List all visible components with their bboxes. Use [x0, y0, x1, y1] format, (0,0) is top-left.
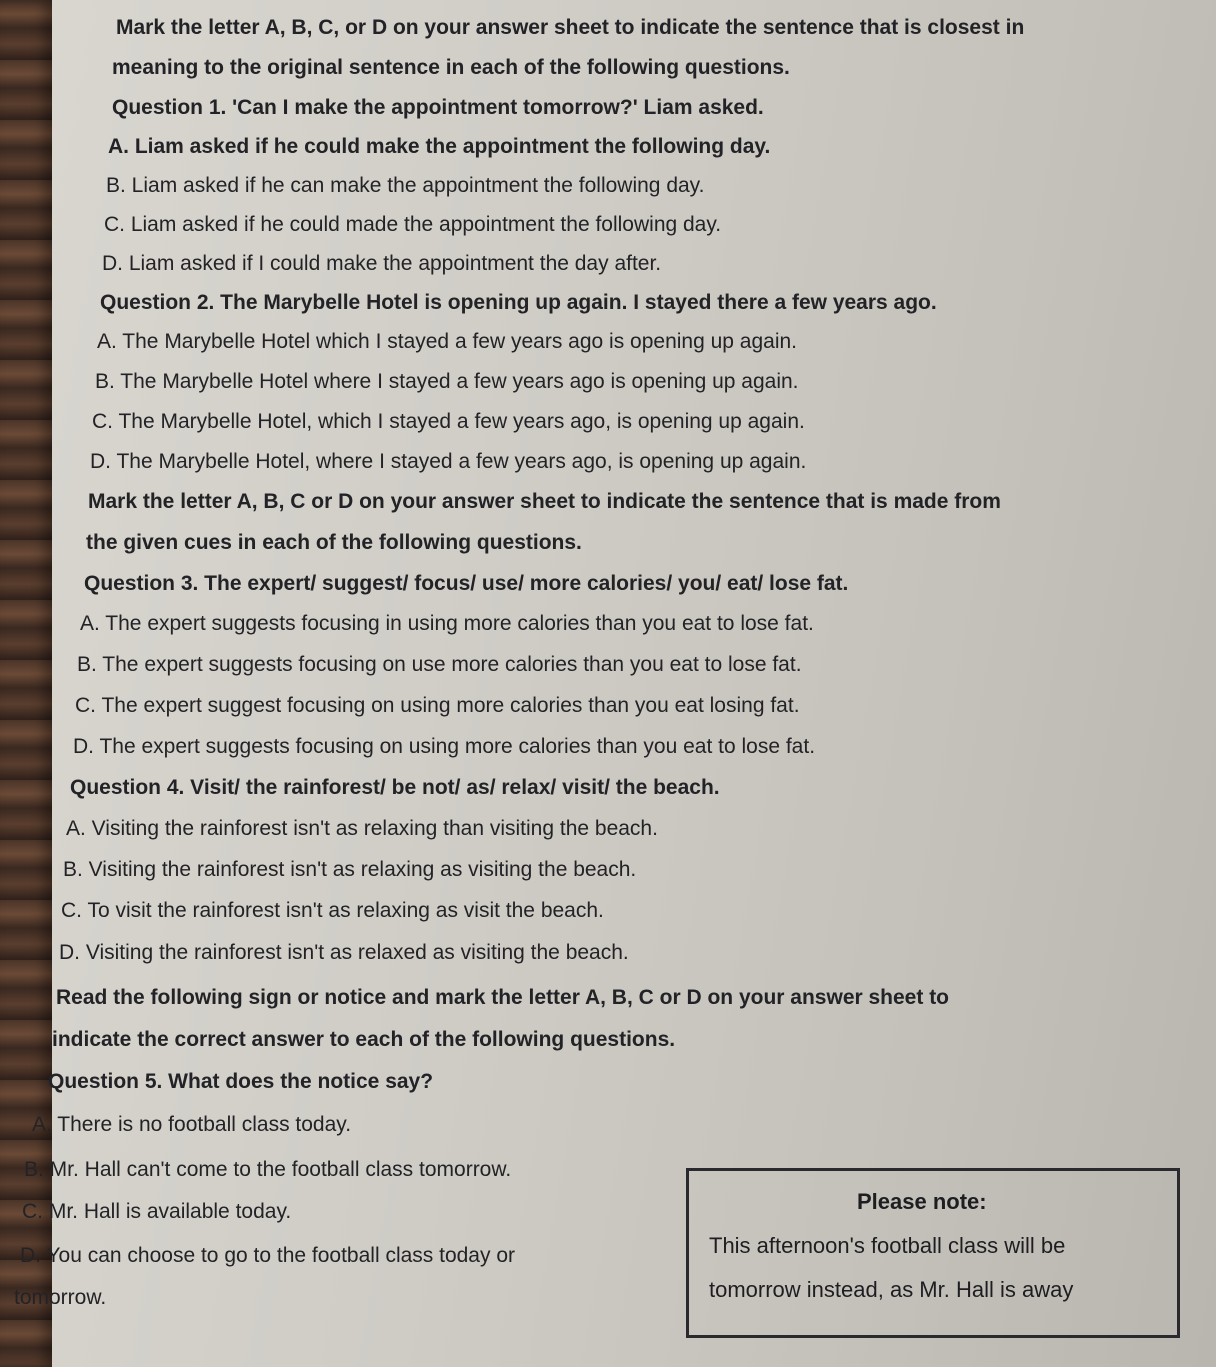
instruction-part1-line2: meaning to the original sentence in each of the following questions. [112, 56, 790, 79]
question-3-prompt: Question 3. The expert/ suggest/ focus/ use/ more calories/ you/ eat/ lose fat. [84, 572, 849, 595]
instruction-part2-line1: Mark the letter A, B, C or D on your answer sheet to indicate the sentence that is made from [88, 490, 1001, 513]
question-2-option-c: C. The Marybelle Hotel, which I stayed a few years ago, is opening up again. [92, 410, 805, 433]
instruction-part2-line2: the given cues in each of the following questions. [86, 531, 582, 554]
question-5-option-d-continued: tomorrow. [14, 1286, 107, 1309]
question-5-option-a: A. There is no football class today. [32, 1113, 352, 1136]
question-4-option-a: A. Visiting the rainforest isn't as relaxing than visiting the beach. [66, 817, 658, 840]
question-3-option-b: B. The expert suggests focusing on use more calories than you eat to lose fat. [77, 653, 802, 676]
notice-line-1: This afternoon's football class will be [709, 1233, 1066, 1258]
question-3-option-c: C. The expert suggest focusing on using more calories than you eat losing fat. [75, 694, 800, 717]
question-2-option-d: D. The Marybelle Hotel, where I stayed a few years ago, is opening up again. [90, 450, 807, 473]
question-4-option-b: B. Visiting the rainforest isn't as relaxing as visiting the beach. [63, 858, 637, 881]
question-1-option-c: C. Liam asked if he could made the appointment the following day. [104, 213, 722, 236]
question-5-option-c: C. Mr. Hall is available today. [22, 1200, 292, 1223]
notice-line-2: tomorrow instead, as Mr. Hall is away [709, 1277, 1074, 1302]
notice-title: Please note: [857, 1189, 987, 1214]
instruction-part3-line2: indicate the correct answer to each of the following questions. [52, 1028, 676, 1051]
question-3-option-d: D. The expert suggests focusing on using more calories than you eat to lose fat. [73, 735, 816, 758]
notice-box [686, 1168, 1180, 1338]
question-4-prompt: Question 4. Visit/ the rainforest/ be not/ as/ relax/ visit/ the beach. [70, 776, 720, 799]
question-4-option-d: D. Visiting the rainforest isn't as relaxed as visiting the beach. [59, 941, 629, 964]
question-3-option-a: A. The expert suggests focusing in using more calories than you eat to lose fat. [80, 612, 814, 635]
question-5-option-d: D. You can choose to go to the football class today or [20, 1244, 515, 1267]
question-2-prompt: Question 2. The Marybelle Hotel is opening up again. I stayed there a few years ago. [100, 291, 937, 314]
question-1-prompt: Question 1. 'Can I make the appointment tomorrow?' Liam asked. [112, 96, 764, 119]
question-5-option-b: B. Mr. Hall can't come to the football class tomorrow. [24, 1158, 512, 1181]
instruction-part1-line1: Mark the letter A, B, C, or D on your answer sheet to indicate the sentence that is closest in [116, 16, 1025, 39]
question-1-option-b: B. Liam asked if he can make the appointment the following day. [106, 174, 705, 197]
instruction-part3-line1: Read the following sign or notice and mark the letter A, B, C or D on your answer sheet to [56, 986, 950, 1009]
question-2-option-b: B. The Marybelle Hotel where I stayed a few years ago is opening up again. [95, 370, 799, 393]
question-1-option-a: A. Liam asked if he could make the appointment the following day. [108, 135, 771, 158]
question-4-option-c: C. To visit the rainforest isn't as relaxing as visit the beach. [61, 899, 604, 922]
question-5-prompt: Question 5. What does the notice say? [48, 1070, 434, 1093]
question-1-option-d: D. Liam asked if I could make the appointment the day after. [102, 252, 662, 275]
question-2-option-a: A. The Marybelle Hotel which I stayed a few years ago is opening up again. [97, 330, 798, 353]
